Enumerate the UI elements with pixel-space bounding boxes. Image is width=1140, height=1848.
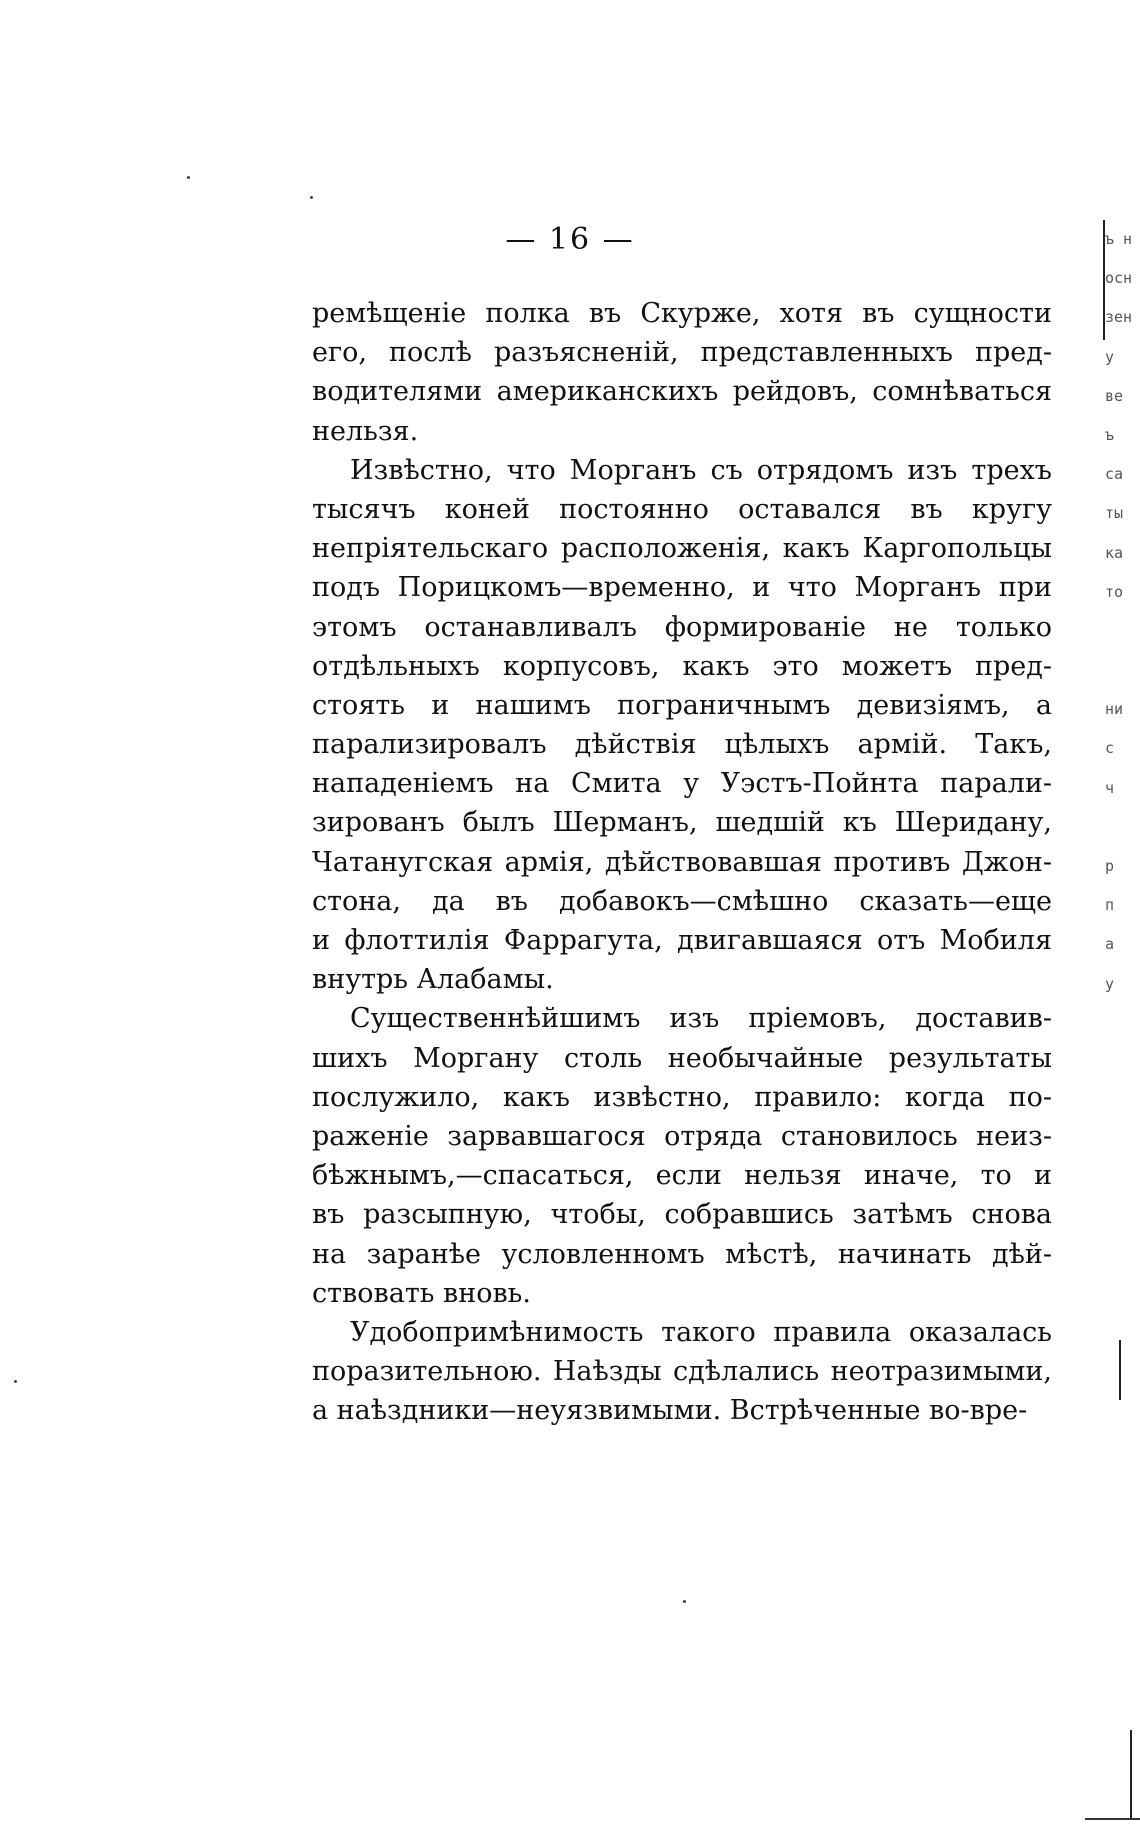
text-line: водителями американскихъ рейдовъ, сомнѣваться — [312, 376, 1052, 408]
text-line: и флоттилія Фаррагута, двигавшаяся отъ Мобиля — [312, 925, 1052, 956]
text-line: ремѣщеніе полка въ Скурже, хотя въ сущности — [312, 298, 1052, 329]
bleed-fragment: са — [1105, 465, 1124, 484]
scan-speck — [187, 176, 190, 179]
text-line: подъ Порицкомъ—временно, и что Морганъ при — [312, 572, 1052, 604]
bleed-fragment: то — [1105, 582, 1124, 601]
text-line: Удобопримѣнимость такого правила оказалась — [350, 1316, 1052, 1348]
paragraph — [312, 451, 1052, 1000]
bleed-fragment: п — [1105, 896, 1115, 915]
bleed-fragment — [1105, 651, 1140, 690]
text-line: ствовать вновь. — [312, 1277, 531, 1309]
text-line: шихъ Моргану столь необычайные результаты — [312, 1042, 1052, 1074]
text-line: Извѣстно, что Морганъ съ отрядомъ изъ трехъ — [350, 454, 1052, 486]
facing-page-bleed — [1105, 220, 1140, 1620]
bleed-fragment: у — [1105, 974, 1115, 993]
paragraph — [312, 294, 1052, 451]
text-line: нападеніемъ на Смита у Уэстъ-Пойнта парали- — [312, 768, 1052, 800]
scan-speck — [14, 1380, 17, 1383]
text-line: зированъ былъ Шерманъ, шедшій къ Шеридану, — [312, 807, 1052, 839]
text-line: стоять и нашимъ пограничнымъ девизіямъ, а — [312, 689, 1052, 721]
scan-speck — [310, 196, 313, 199]
paragraph — [312, 1313, 1052, 1431]
bleed-fragment: ъ н — [1105, 230, 1133, 248]
page-number: — 16 — — [505, 222, 635, 257]
page-edge-line — [1130, 1730, 1132, 1820]
text-line: Существеннѣйшимъ изъ пріемовъ, доставив- — [350, 1003, 1052, 1035]
text-line: стона, да въ добавокъ—смѣшно сказать—еще — [312, 885, 1052, 917]
text-line: этомъ останавливалъ формированіе не только — [312, 611, 1052, 643]
bleed-fragment — [1105, 612, 1140, 651]
text-line: на заранѣе условленномъ мѣстѣ, начинать дѣй- — [312, 1238, 1052, 1270]
text-line: внутрь Алабамы. — [312, 964, 554, 996]
bleed-fragment: ве — [1105, 386, 1124, 405]
bleed-fragment: осн — [1105, 269, 1133, 288]
paragraph — [312, 999, 1052, 1313]
bleed-fragment: с — [1105, 739, 1115, 758]
text-line: раженіе зарвавшагося отряда становилось неиз- — [312, 1120, 1052, 1152]
bleed-fragment: р — [1105, 857, 1115, 875]
text-line: а наѣздники—неуязвимыми. Встрѣченные во-вре- — [312, 1395, 1028, 1427]
bleed-fragment: ни — [1105, 700, 1124, 719]
bleed-fragment: ты — [1105, 504, 1124, 523]
text-line: бѣжнымъ,—спасаться, если нельзя иначе, то и — [312, 1160, 1052, 1192]
scan-speck — [683, 1600, 686, 1603]
text-line: поразительною. Наѣзды сдѣлались неотразимыми, — [312, 1356, 1052, 1388]
bleed-fragment: у — [1105, 347, 1115, 366]
bleed-fragment: зен — [1105, 308, 1133, 327]
body-text — [312, 294, 1052, 1430]
text-line: тысячъ коней постоянно оставался въ кругу — [312, 493, 1052, 525]
page-edge-rule — [1085, 1818, 1140, 1820]
text-line: непріятельскаго расположенія, какъ Каргопольцы — [312, 533, 1052, 565]
bleed-fragment: ч — [1105, 778, 1115, 797]
text-line: нельзя. — [312, 415, 419, 447]
text-line: его, послѣ разъясненій, представленныхъ пред- — [312, 337, 1052, 369]
text-line: Чатанугская армія, дѣйствовавшая противъ Джон- — [312, 846, 1052, 878]
bleed-fragment — [1105, 808, 1140, 847]
bleed-fragment: ка — [1105, 543, 1124, 562]
text-line: въ разсыпную, чтобы, собравшись затѣмъ снова — [312, 1199, 1052, 1231]
bleed-fragment: ъ — [1105, 425, 1115, 444]
text-line: отдѣльныхъ корпусовъ, какъ это можетъ пред- — [312, 650, 1052, 682]
bleed-fragment: а — [1105, 935, 1115, 954]
text-line: парализировалъ дѣйствія цѣлыхъ армій. Такъ, — [312, 729, 1052, 761]
text-line: послужило, какъ извѣстно, правило: когда по- — [312, 1081, 1052, 1113]
